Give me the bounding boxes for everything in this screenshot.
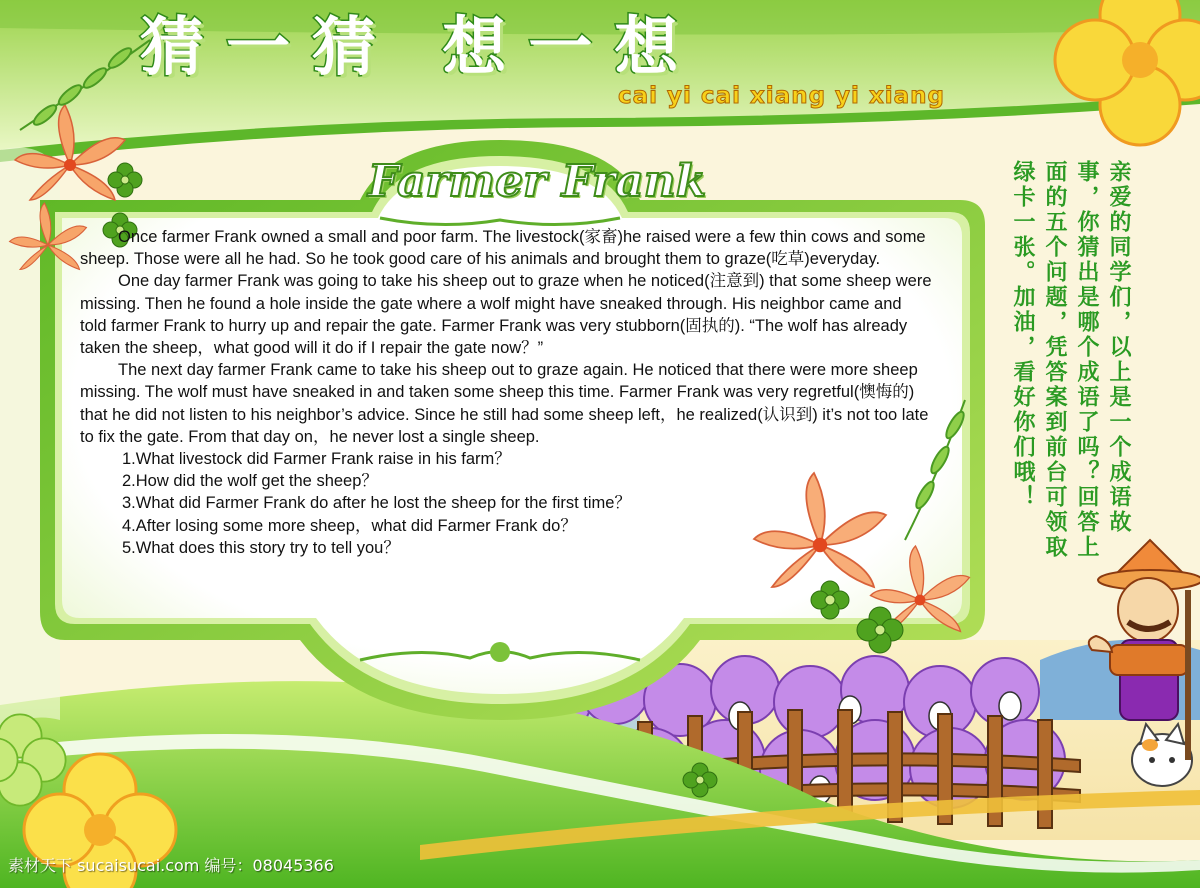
page-subtitle-pinyin: cai yi cai xiang yi xiang (618, 83, 946, 109)
question-item: 2.How did the wolf get the sheep？ (122, 472, 378, 491)
instruction-note: 亲爱的同学们，以上是一个成语故事，你猜出是哪个成语了吗？回答上面的五个问题，凭答案到前台可领取绿卡一张。加油，看好你们哦！ (1010, 160, 1131, 560)
question-list (80, 448, 932, 559)
story-title: Farmer Frank (368, 156, 707, 207)
page-title: 猜一猜 想一想 (140, 10, 701, 85)
question-item: 1.What livestock did Farmer Frank raise in his farm？ (122, 450, 511, 469)
question-item: 3.What did Farmer Frank do after he lost the sheep for the first time？ (122, 494, 631, 513)
story-text-block (80, 226, 932, 626)
question-item: 4.After losing some more sheep，what did Farmer Frank do？ (122, 516, 577, 535)
story-paragraph: The next day farmer Frank came to take his sheep out to graze again. He noticed that there were more sheep missing. The wolf must have sneaked in and taken some sheep this time. Farmer Frank was very regretful(懊悔的) that he did not listen to his neighbor’s advice. Since he still had some sheep left，he realized(认识到) it’s not too late to fix the gate. From that day on，he never lost a single sheep. (80, 361, 929, 446)
story-paragraph: One day farmer Frank was going to take his sheep out to graze when he noticed(注意到) that some sheep were missing. Then he found a hole inside the gate where a wolf might have sneaked through. His neighbor came and told farmer Frank to hurry up and repair the gate. Farmer Frank was very stubborn(固执的). “The wolf has already taken the sheep，what good will it do if I repair the gate now？” (80, 272, 932, 358)
story-paragraph: Once farmer Frank owned a small and poor farm. The livestock(家畜)he raised were a few thin cows and some sheep. Those were all he had. So he took good care of his animals and brought them to graze(吃草)everyday. (80, 228, 926, 269)
watermark: 素材天下 sucaisucai.com 编号：08045366 (8, 856, 334, 875)
question-item: 5.What does this story try to tell you？ (122, 538, 400, 557)
